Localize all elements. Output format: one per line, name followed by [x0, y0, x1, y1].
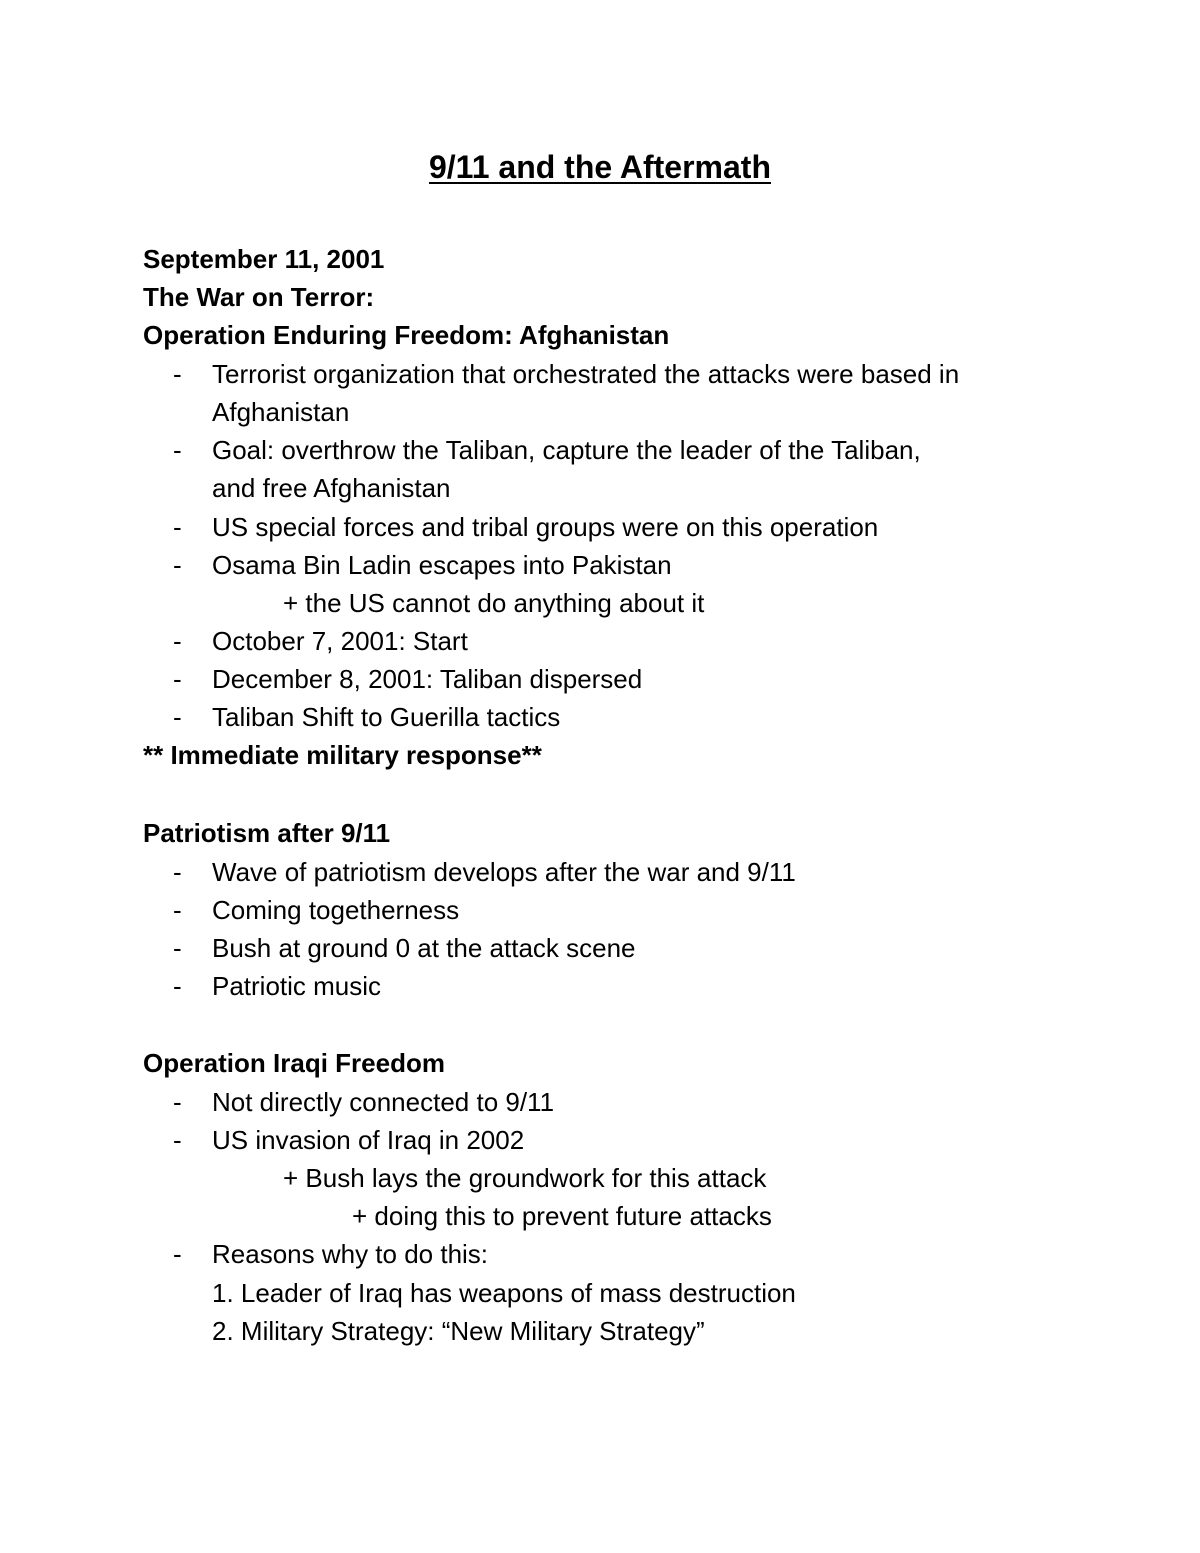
bullet-dash: - — [173, 1239, 182, 1269]
document-title: 9/11 and the Aftermath — [428, 149, 771, 185]
bullet-dash: - — [173, 895, 182, 925]
list-item: Terrorist organization that orchestrated the attacks were based in — [212, 359, 960, 389]
list-item: December 8, 2001: Taliban dispersed — [212, 664, 643, 694]
sub-item: + the US cannot do anything about it — [283, 588, 705, 618]
list-item: US invasion of Iraq in 2002 — [212, 1125, 525, 1155]
numbered-item: 1. Leader of Iraq has weapons of mass destruction — [212, 1278, 796, 1308]
bullet-dash: - — [173, 435, 182, 465]
operation-enduring-freedom-heading: Operation Enduring Freedom: Afghanistan — [143, 320, 670, 350]
operation-iraqi-freedom-heading: Operation Iraqi Freedom — [143, 1048, 445, 1078]
bullet-dash: - — [173, 857, 182, 887]
list-item: October 7, 2001: Start — [212, 626, 468, 656]
bullet-dash: - — [173, 1125, 182, 1155]
list-item: Osama Bin Ladin escapes into Pakistan — [212, 550, 672, 580]
bullet-dash: - — [173, 626, 182, 656]
bullet-dash: - — [173, 933, 182, 963]
bullet-dash: - — [173, 512, 182, 542]
list-item: Taliban Shift to Guerilla tactics — [212, 702, 561, 732]
list-item: Wave of patriotism develops after the war and 9/11 — [212, 857, 796, 887]
bullet-dash: - — [173, 359, 182, 389]
bullet-dash: - — [173, 971, 182, 1001]
list-item: Bush at ground 0 at the attack scene — [212, 933, 636, 963]
bullet-dash: - — [173, 664, 182, 694]
bullet-dash: - — [173, 702, 182, 732]
numbered-item: 2. Military Strategy: “New Military Strategy” — [212, 1316, 705, 1346]
list-item: US special forces and tribal groups were on this operation — [212, 512, 879, 542]
date-heading: September 11, 2001 — [143, 244, 385, 274]
list-item: Patriotic music — [212, 971, 382, 1001]
sub-item: + Bush lays the groundwork for this attack — [283, 1163, 767, 1193]
list-item: Coming togetherness — [212, 895, 460, 925]
patriotism-heading: Patriotism after 9/11 — [143, 818, 391, 848]
list-item: Goal: overthrow the Taliban, capture the leader of the Taliban, — [212, 435, 921, 465]
bullet-dash: - — [173, 1087, 182, 1117]
list-item-continuation: and free Afghanistan — [212, 473, 451, 503]
list-item-continuation: Afghanistan — [212, 397, 350, 427]
bullet-dash: - — [173, 550, 182, 580]
immediate-response-note: ** Immediate military response** — [143, 740, 542, 770]
sub-sub-item: + doing this to prevent future attacks — [352, 1201, 772, 1231]
war-on-terror-heading: The War on Terror: — [143, 282, 375, 312]
list-item: Not directly connected to 9/11 — [212, 1087, 555, 1117]
list-item: Reasons why to do this: — [212, 1239, 489, 1269]
